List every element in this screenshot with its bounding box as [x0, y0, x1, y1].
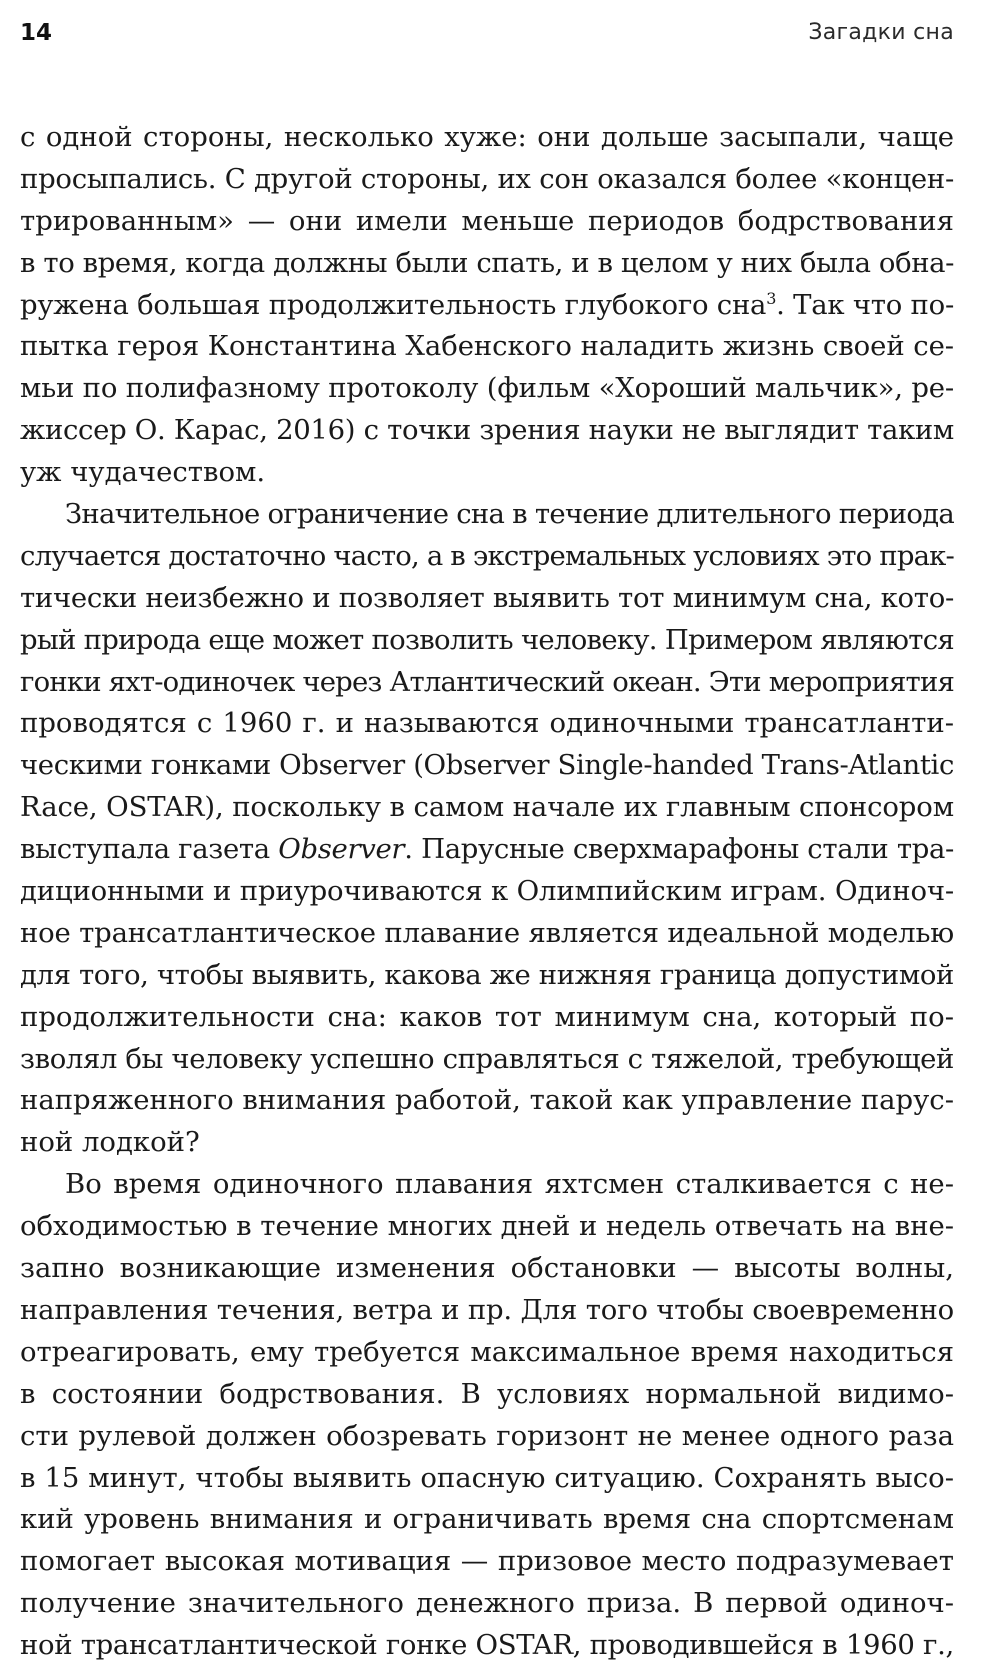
- footnote-reference: 3: [766, 288, 777, 308]
- text-line: ное трансатлантическое плавание является идеальной моделью: [20, 916, 954, 949]
- text-line: [20, 285, 954, 327]
- page-number: 14: [20, 20, 53, 46]
- text-line: с одной стороны, несколько хуже: они дольше засыпали, чаще: [20, 121, 954, 153]
- text-line: помогает высокая мотивация — призовое место подразумевает: [20, 1545, 954, 1578]
- text-line: случается достаточно часто, а в экстремальных условиях это прак-: [20, 539, 954, 572]
- text-line: уж чудачеством.: [20, 456, 266, 489]
- text-line: диционными и приурочиваются к Олимпийским играм. Одиноч-: [20, 875, 954, 908]
- text-line: обходимостью в течение многих дней и недель отвечать на вне-: [20, 1210, 954, 1243]
- text-line: рый природа еще может позволить человеку. Примером являются: [20, 623, 954, 656]
- text-line: в 15 минут, чтобы выявить опасную ситуацию. Сохранять высо-: [20, 1461, 954, 1494]
- text-line: кий уровень внимания и ограничивать время сна спортсменам: [20, 1503, 954, 1536]
- text-line: Во время одиночного плавания яхтсмен сталкивается с не-: [65, 1168, 954, 1201]
- text-line: трированным» — они имели меньше периодов бодрствования: [20, 204, 954, 237]
- text-fragment: ружена большая продолжительность глубокого сна: [20, 288, 767, 321]
- text-line: [20, 829, 954, 871]
- text-line: получение значительного денежного приза. В первой одиноч-: [20, 1587, 954, 1620]
- paragraph-3: [20, 1164, 954, 1667]
- text-line: ной трансатлантической гонке OSTAR, проводившейся в 1960 г.,: [20, 1629, 954, 1662]
- text-line: Race, OSTAR), поскольку в самом начале их главным спонсором: [20, 791, 954, 824]
- text-line: жиссер О. Карас, 2016) с точки зрения науки не выглядит таким: [20, 414, 955, 447]
- text-line: мьи по полифазному протоколу (фильм «Хороший мальчик», ре-: [20, 372, 954, 405]
- text-line: пытка героя Константина Хабенского наладить жизнь своей се-: [20, 330, 954, 363]
- text-line: просыпались. С другой стороны, их сон оказался более «концен-: [20, 162, 954, 195]
- text-line: сти рулевой должен обозревать горизонт не менее одного раза: [20, 1419, 954, 1452]
- text-line: гонки яхт-одиночек через Атлантический океан. Эти мероприятия: [20, 665, 954, 698]
- text-fragment: . Так что по-: [776, 288, 954, 321]
- paragraph-1: [20, 117, 954, 494]
- text-line: направления течения, ветра и пр. Для того чтобы своевременно: [20, 1293, 954, 1326]
- text-line: ной лодкой?: [20, 1126, 200, 1159]
- text-line: напряженного внимания работой, такой как управление парус-: [20, 1084, 954, 1117]
- newspaper-title: Observer: [278, 833, 405, 866]
- text-fragment: выступала газета: [20, 833, 279, 866]
- body-text: [20, 117, 954, 1667]
- running-title: Загадки сна: [808, 20, 954, 45]
- text-line: тически неизбежно и позволяет выявить тот минимум сна, кото-: [20, 581, 954, 614]
- text-line: продолжительности сна: каков тот минимум сна, который по-: [20, 1000, 954, 1033]
- text-line: запно возникающие изменения обстановки — высоты волны,: [20, 1252, 954, 1285]
- text-line: в состоянии бодрствования. В условиях нормальной видимо-: [20, 1377, 954, 1410]
- text-line: проводятся с 1960 г. и называются одиночными трансатланти-: [20, 707, 954, 740]
- text-line: ческими гонками Observer (Observer Single-handed Trans-Atlantic: [20, 749, 954, 782]
- text-fragment: . Парусные сверхмарафоны стали тра-: [404, 833, 955, 866]
- text-line: отреагировать, ему требуется максимальное время находиться: [20, 1335, 954, 1368]
- text-line: Значительное ограничение сна в течение длительного периода: [65, 498, 955, 531]
- text-line: в то время, когда должны были спать, и в целом у них была обна-: [20, 246, 954, 279]
- text-line: зволял бы человеку успешно справляться с тяжелой, требующей: [20, 1042, 954, 1075]
- text-line: для того, чтобы выявить, какова же нижняя граница допустимой: [20, 958, 954, 991]
- paragraph-2: [20, 494, 954, 1164]
